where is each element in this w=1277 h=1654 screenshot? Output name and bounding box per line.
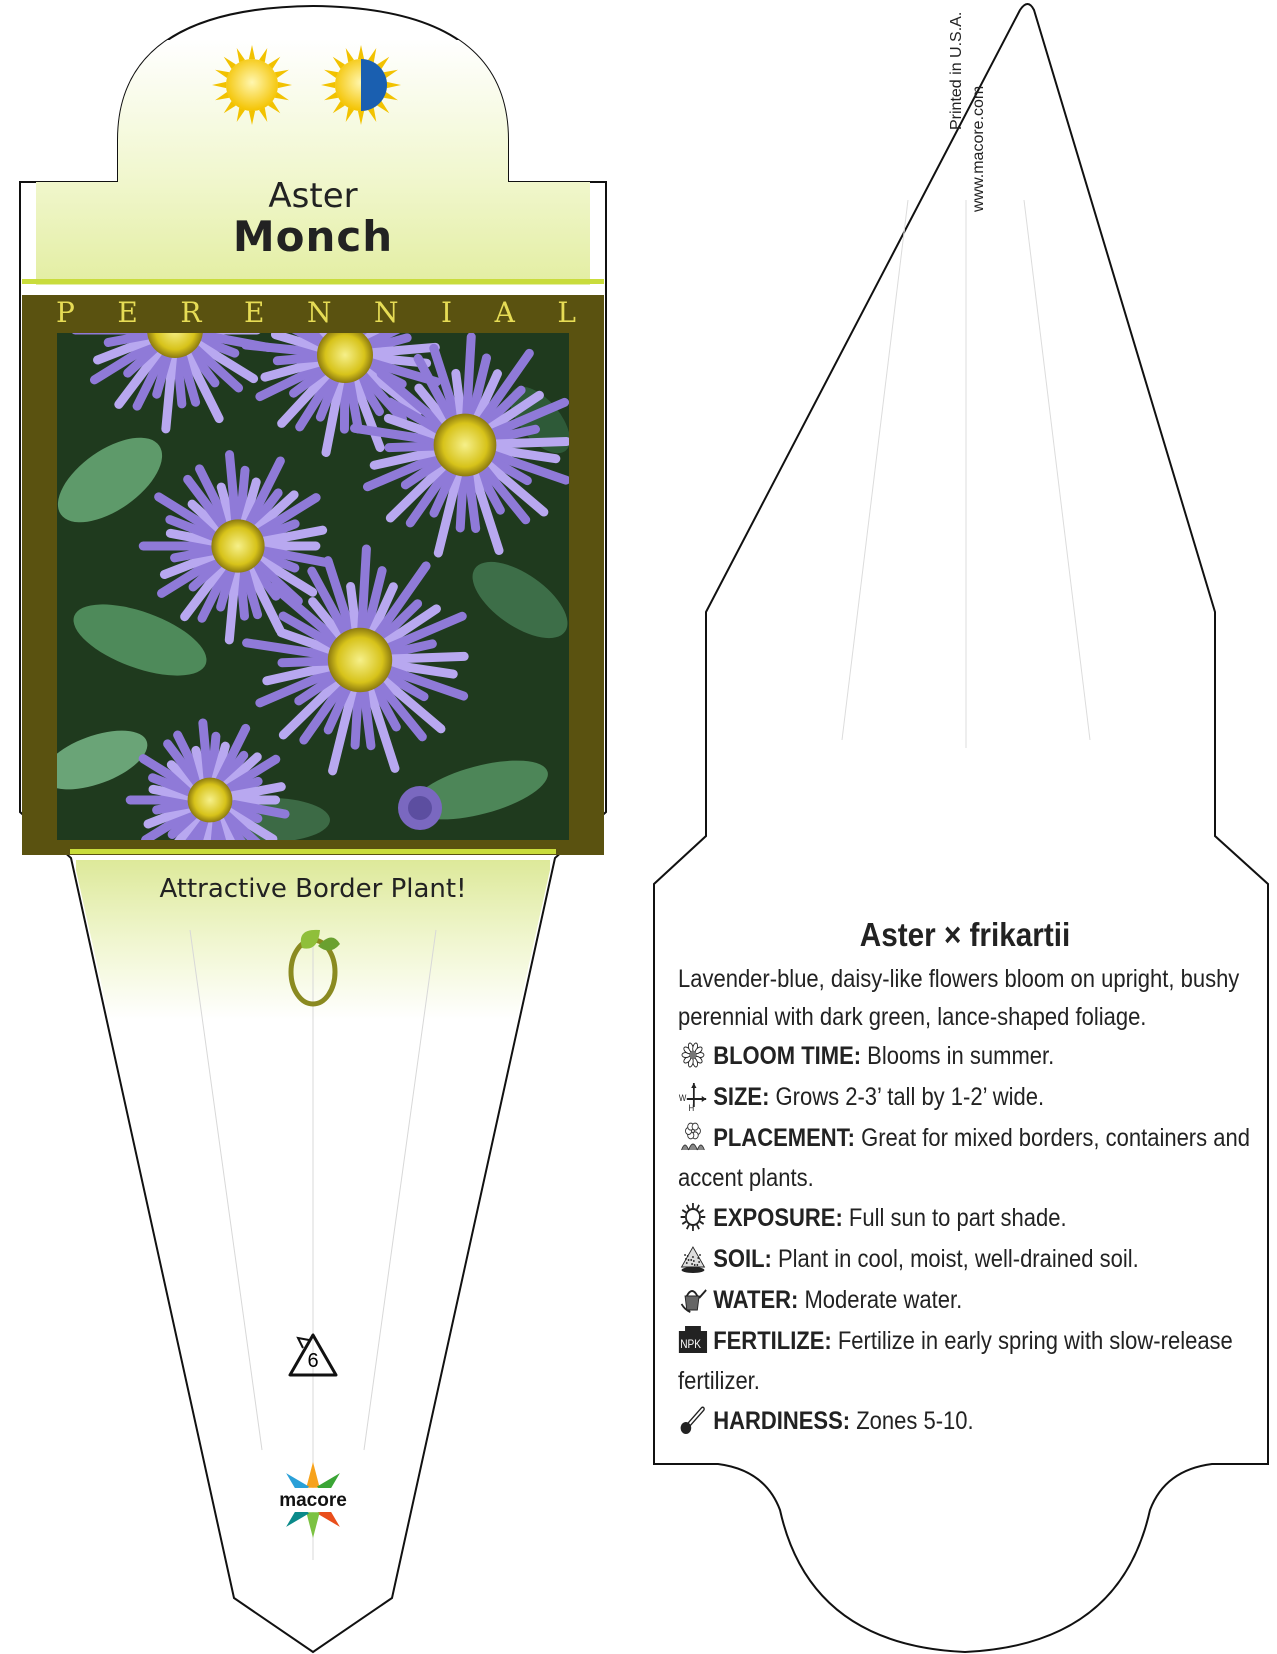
category-letter: E <box>117 296 138 329</box>
tagline: Attractive Border Plant! <box>159 874 467 904</box>
care-text: Zones 5-10. <box>856 1407 974 1435</box>
care-label: FERTILIZE: <box>713 1327 832 1355</box>
care-text: Moderate water. <box>804 1286 963 1314</box>
recycle-code: 6 <box>307 1350 319 1372</box>
scientific-name: Aster × frikartii <box>859 916 1071 953</box>
npk-fertilizer-icon <box>678 1325 708 1355</box>
watering-can-icon <box>678 1284 708 1314</box>
category-letter: A <box>494 296 515 329</box>
size-h-label: H <box>688 1102 695 1111</box>
care-label: SOIL: <box>713 1245 772 1273</box>
brand-logo-text: macore <box>279 1490 347 1511</box>
thermometer-icon <box>678 1405 708 1435</box>
care-label: PLACEMENT: <box>713 1124 855 1152</box>
printed-in <box>948 12 966 130</box>
care-text: Grows 2-3’ tall by 1-2’ wide. <box>775 1083 1045 1111</box>
care-text: Fertilize in early spring with slow-release fertilizer. <box>678 1327 1233 1395</box>
care-item <box>678 1280 1250 1321</box>
care-text: Great for mixed borders, containers and accent plants. <box>678 1124 1250 1192</box>
care-text: Blooms in summer. <box>867 1042 1055 1070</box>
care-label: BLOOM TIME: <box>713 1042 862 1070</box>
care-text: Plant in cool, moist, well-drained soil. <box>777 1245 1139 1273</box>
part-shade-sun-icon <box>321 45 401 125</box>
full-sun-icon <box>212 45 292 125</box>
care-label: SIZE: <box>713 1083 770 1111</box>
plant-genus: Aster <box>268 176 358 216</box>
plant-description: Lavender-blue, daisy-like flowers bloom on upright, bushy perennial with dark green, lance-shaped foliage. <box>678 965 1240 1031</box>
printed-in-text: Printed in U.S.A. <box>948 11 965 130</box>
category-letter: N <box>374 296 399 329</box>
category-letter: I <box>441 296 453 329</box>
plant-category <box>56 296 576 329</box>
category-letter: E <box>243 296 265 329</box>
category-letter: L <box>557 296 576 329</box>
care-info <box>678 916 1252 1442</box>
care-item <box>678 1118 1250 1198</box>
care-item <box>678 1321 1250 1401</box>
exposure-sun-icon <box>678 1202 708 1232</box>
soil-icon <box>678 1243 708 1273</box>
category-letter: N <box>306 296 332 329</box>
plant-cultivar: Monch <box>232 212 394 261</box>
care-list <box>678 1036 1252 1442</box>
care-item <box>678 1239 1250 1280</box>
website-text: www.macore.com <box>970 85 987 212</box>
website <box>970 86 988 212</box>
care-item <box>678 1198 1250 1239</box>
care-text: Full sun to part shade. <box>848 1204 1067 1232</box>
bloom-flower-icon <box>678 1040 708 1070</box>
care-label: HARDINESS: <box>713 1407 851 1435</box>
care-item <box>678 1401 1250 1442</box>
category-letter: P <box>56 296 75 329</box>
care-item <box>678 1036 1250 1077</box>
npk-label: NPK <box>680 1338 702 1352</box>
care-item <box>678 1077 1250 1118</box>
category-letter: R <box>180 296 202 329</box>
size-arrows-icon <box>678 1081 708 1111</box>
size-w-label: W <box>678 1092 687 1104</box>
care-label: WATER: <box>713 1286 799 1314</box>
placement-plant-icon <box>678 1122 708 1152</box>
care-label: EXPOSURE: <box>713 1204 843 1232</box>
